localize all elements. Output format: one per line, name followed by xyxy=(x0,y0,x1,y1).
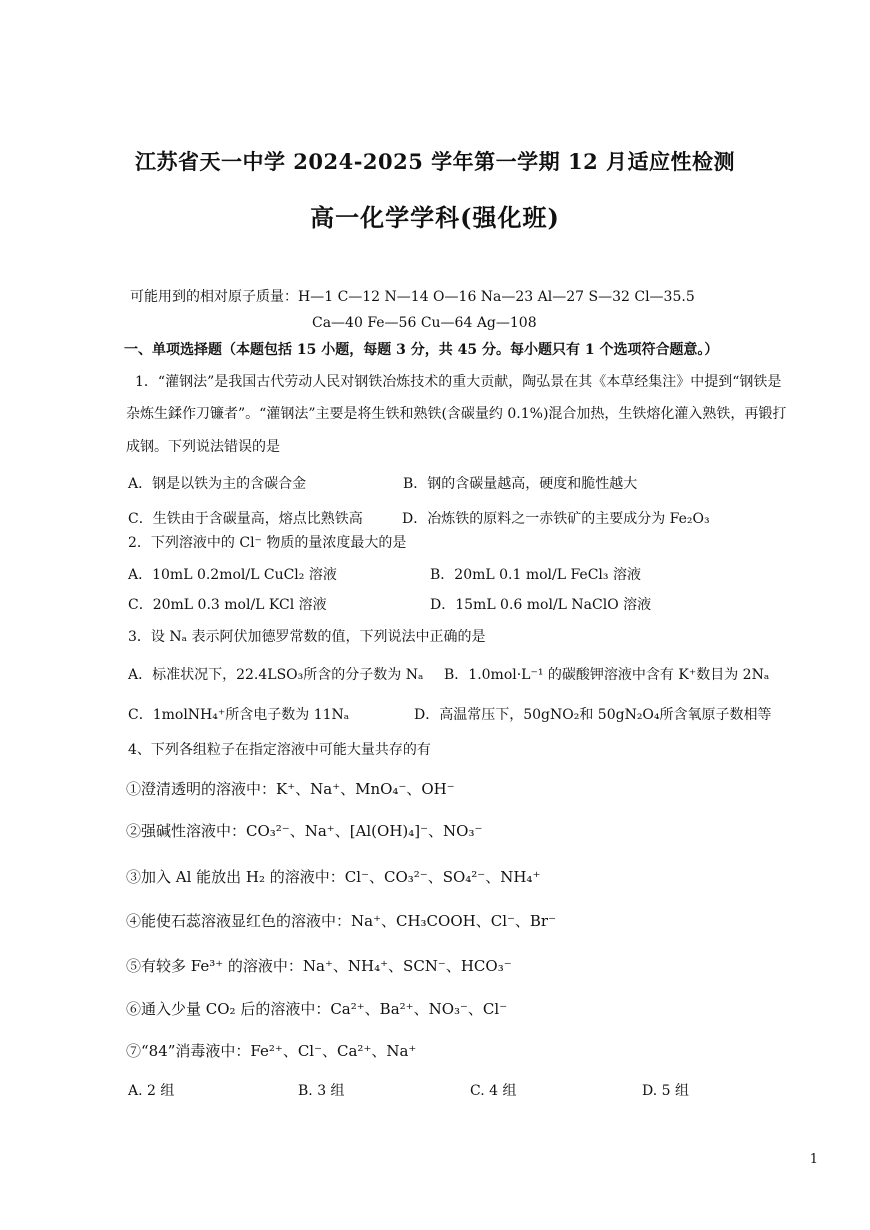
q4-option-a: A. 2 组 xyxy=(128,1083,175,1099)
q3-option-d: D．高温常压下，50gNO₂和 50gN₂O₄所含氧原子数相等 xyxy=(414,707,772,723)
q4-stem: 4、下列各组粒子在指定溶液中可能大量共存的有 xyxy=(128,742,431,758)
q1-option-c: C．生铁由于含碳量高，熔点比熟铁高 xyxy=(128,511,363,527)
page-number: 1 xyxy=(809,1152,818,1167)
q4-item-2: ②强碱性溶液中：CO₃²⁻、Na⁺、[Al(OH)₄]⁻、NO₃⁻ xyxy=(126,822,483,840)
q1-option-b: B．钢的含碳量越高，硬度和脆性越大 xyxy=(403,476,638,492)
q4-item-4: ④能使石蕊溶液显红色的溶液中：Na⁺、CH₃COOH、Cl⁻、Br⁻ xyxy=(126,912,557,930)
atomic-masses-line2: Ca—40 Fe—56 Cu—64 Ag—108 xyxy=(312,315,537,331)
atomic-masses-line1: 可能用到的相对原子质量：H—1 C—12 N—14 O—16 Na—23 Al—27 S—32 Cl—35.5 xyxy=(130,289,695,305)
q3-option-b: B．1.0mol·L⁻¹ 的碳酸钾溶液中含有 K⁺数目为 2Nₐ xyxy=(444,667,770,683)
q3-stem: 3．设 Nₐ 表示阿伏加德罗常数的值，下列说法中正确的是 xyxy=(128,629,486,645)
q1-stem-line2: 杂炼生鍒作刀镰者”。“灌钢法”主要是将生铁和熟铁(含碳量约 0.1%)混合加热，生铁熔化灌入熟铁，再锻打 xyxy=(126,406,787,422)
q1-option-d: D．冶炼铁的原料之一赤铁矿的主要成分为 Fe₂O₃ xyxy=(402,511,710,527)
q2-stem: 2．下列溶液中的 Cl⁻ 物质的量浓度最大的是 xyxy=(128,535,407,551)
exam-subtitle: 高一化学学科(强化班) xyxy=(310,203,560,232)
q1-stem-line3: 成钢。下列说法错误的是 xyxy=(126,439,280,455)
exam-title: 江苏省天一中学 2024-2025 学年第一学期 12 月适应性检测 xyxy=(134,149,736,174)
q4-item-3: ③加入 Al 能放出 H₂ 的溶液中：Cl⁻、CO₃²⁻、SO₄²⁻、NH₄⁺ xyxy=(126,868,541,886)
q4-item-1: ①澄清透明的溶液中：K⁺、Na⁺、MnO₄⁻、OH⁻ xyxy=(126,780,455,798)
q3-option-a: A．标准状况下，22.4LSO₃所含的分子数为 Nₐ xyxy=(128,667,424,683)
q3-option-c: C．1molNH₄⁺所含电子数为 11Nₐ xyxy=(128,707,350,723)
q2-option-a: A．10mL 0.2mol/L CuCl₂ 溶液 xyxy=(128,567,337,583)
q1-stem-line1: 1．“灌钢法”是我国古代劳动人民对钢铁冶炼技术的重大贡献，陶弘景在其《本草经集注》中提到“钢铁是 xyxy=(135,374,782,390)
section-heading: 一、单项选择题（本题包括 15 小题，每题 3 分，共 45 分。每小题只有 1 个选项符合题意。） xyxy=(124,342,719,358)
q2-option-b: B．20mL 0.1 mol/L FeCl₃ 溶液 xyxy=(430,567,641,583)
q2-option-c: C．20mL 0.3 mol/L KCl 溶液 xyxy=(128,597,327,613)
q4-option-d: D. 5 组 xyxy=(642,1083,689,1099)
q1-option-a: A．钢是以铁为主的含碳合金 xyxy=(128,476,307,492)
q4-item-5: ⑤有较多 Fe³⁺ 的溶液中：Na⁺、NH₄⁺、SCN⁻、HCO₃⁻ xyxy=(126,957,512,975)
q4-option-c: C. 4 组 xyxy=(470,1083,517,1099)
q2-option-d: D．15mL 0.6 mol/L NaClO 溶液 xyxy=(430,597,652,613)
q4-item-7: ⑦“84”消毒液中：Fe²⁺、Cl⁻、Ca²⁺、Na⁺ xyxy=(126,1042,417,1060)
q4-item-6: ⑥通入少量 CO₂ 后的溶液中：Ca²⁺、Ba²⁺、NO₃⁻、Cl⁻ xyxy=(126,1000,508,1018)
q4-option-b: B. 3 组 xyxy=(298,1083,345,1099)
